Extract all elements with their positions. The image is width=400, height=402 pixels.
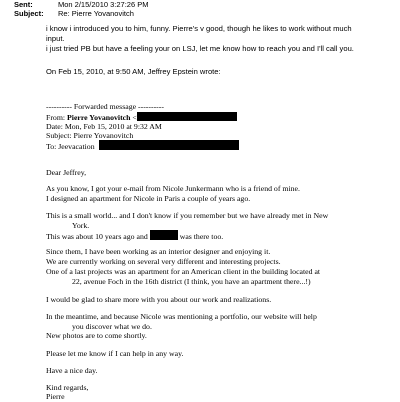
subject-value: Re: Pierre Yovanovitch (58, 9, 134, 18)
body-line: I would be glad to share more with you about our work and realizations. (46, 295, 272, 304)
body-line: Have a nice day. (46, 366, 98, 375)
body-line: 22, avenue Foch in the 16th district (I think, you have an apartment there...!) (72, 277, 311, 286)
body-line: In the meantime, and because Nicole was mentioning a portfolio, our website will help (46, 312, 317, 321)
body-line: We are currently working on several very different and interesting projects. (46, 257, 281, 266)
body-line: Since them, I have been working as an interior designer and enjoying it. (46, 247, 271, 256)
signature: Pierre (46, 392, 65, 401)
body-line: As you know, I got your e-mail from Nicole Junkermann who is a friend of mine. (46, 184, 300, 193)
greeting: Dear Jeffrey, (46, 168, 87, 177)
redaction-box (150, 230, 178, 240)
sent-value: Mon 2/15/2010 3:27:26 PM (58, 0, 149, 9)
forwarded-to (46, 140, 239, 152)
body-line: I designed an apartment for Nicole in Paris a couple of years ago. (46, 194, 251, 203)
body-line (46, 230, 223, 242)
forwarded-from: From: Pierre Yovanovitch < (46, 112, 237, 123)
reply-line-3: i just tried PB but have a feeling your on LSJ, let me know how to reach you and I'll call you. (46, 44, 354, 53)
body-line: York. (72, 221, 90, 230)
sent-header (14, 0, 148, 9)
redaction-box (99, 140, 239, 150)
subject-header (14, 9, 134, 18)
to-line: To: Jeevacation (46, 142, 95, 151)
forwarded-subject: Subject: Pierre Yovanovitch (46, 131, 134, 140)
body-text: was there too. (179, 232, 224, 241)
reply-line-2: input. (46, 34, 65, 43)
quote-intro: On Feb 15, 2010, at 9:50 AM, Jeffrey Epstein wrote: (46, 67, 221, 76)
reply-line-1: i know i introduced you to him, funny. Pierre's v good, though he likes to work without much (46, 24, 352, 33)
subject-label: Subject: (14, 9, 44, 18)
from-value: Pierre Yovanovitch (67, 113, 131, 122)
from-label: From: (46, 113, 66, 122)
body-text: This was about 10 years ago and (46, 232, 148, 241)
body-line: This is a small world... and I don't know if you remember but we have already met in New (46, 211, 329, 220)
forwarded-separator: ---------- Forwarded message ---------- (46, 102, 164, 111)
redaction-box (137, 112, 237, 121)
body-line: New photos are to come shortly. (46, 331, 147, 340)
forwarded-date: Date: Mon, Feb 15, 2010 at 9:32 AM (46, 122, 162, 131)
body-line: Please let me know if I can help in any way. (46, 349, 184, 358)
closing: Kind regards, (46, 383, 89, 392)
body-line: you discover what we do. (72, 322, 152, 331)
body-line: One of a last projects was an apartment for an American client in the building located at (46, 267, 321, 276)
sent-label: Sent: (14, 0, 33, 9)
